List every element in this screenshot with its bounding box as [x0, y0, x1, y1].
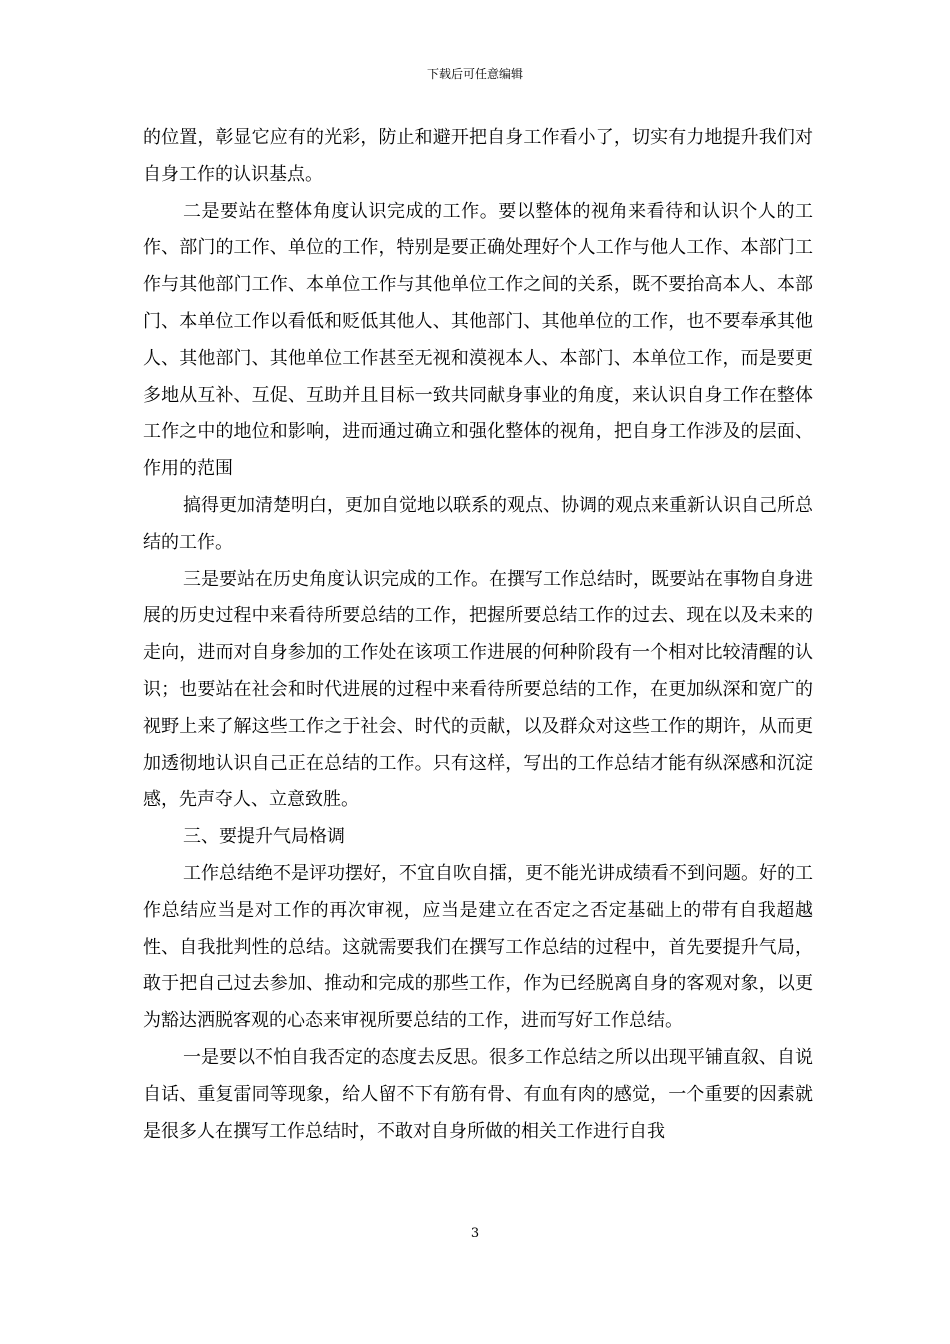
paragraph: 工作总结绝不是评功摆好，不宜自吹自擂，更不能光讲成绩看不到问题。好的工作总结应当是对工作的再次审视，应当是建立在否定之否定基础上的带有自我超越性、自我批判性的总结。这就需要我们在撰写工作总结的过程中，首先要提升气局，敢于把自己过去参加、推动和完成的那些工作，作为已经脱离自身的客观对象，以更为豁达洒脱客观的心态来审视所要总结的工作，进而写好工作总结。 [143, 862, 813, 1032]
section-heading: 三、要提升气局格调 [183, 826, 345, 848]
paragraph: 三是要站在历史角度认识完成的工作。在撰写工作总结时，既要站在事物自身进展的历史过程中来看待所要总结的工作，把握所要总结工作的过去、现在以及未来的走向，进而对自身参加的工作处在该项工作进展的何种阶段有一个相对比较清醒的认识；也要站在社会和时代进展的过程中来看待所要总结的工作，在更加纵深和宽广的视野上来了解这些工作之于社会、时代的贡献，以及群众对这些工作的期许，从而更加透彻地认识自己正在总结的工作。只有这样，写出的工作总结才能有纵深感和沉淀感，先声夺人、立意致胜。 [143, 568, 813, 811]
paragraph: 的位置，彰显它应有的光彩，防止和避开把自身工作看小了，切实有力地提升我们对自身工作的认识基点。 [143, 127, 813, 185]
paragraph: 搞得更加清楚明白，更加自觉地以联系的观点、协调的观点来重新认识自己所总结的工作。 [143, 494, 813, 553]
paragraph: 二是要站在整体角度认识完成的工作。要以整体的视角来看待和认识个人的工作、部门的工作、单位的工作，特别是要正确处理好个人工作与他人工作、本部门工作与其他部门工作、本单位工作与其他单位工作之间的关系，既不要抬高本人、本部门、本单位工作以看低和贬低其他人、其他部门、其他单位的工作，也不要奉承其他人、其他部门、其他单位工作甚至无视和漠视本人、本部门、本单位工作，而是要更多地从互补、互促、互助并且目标一致共同献身事业的角度，来认识自身工作在整体工作之中的地位和影响，进而通过确立和强化整体的视角，把自身工作涉及的层面、作用的范围 [143, 200, 813, 480]
page-number: 3 [470, 1226, 480, 1241]
paragraph: 一是要以不怕自我否定的态度去反思。很多工作总结之所以出现平铺直叙、自说自话、重复雷同等现象，给人留不下有筋有骨、有血有肉的感觉，一个重要的因素就是很多人在撰写工作总结时，不敢对自身所做的相关工作进行自我 [143, 1046, 813, 1142]
page-header: 下载后可任意编辑 [426, 67, 523, 81]
body-text [143, 120, 813, 1150]
